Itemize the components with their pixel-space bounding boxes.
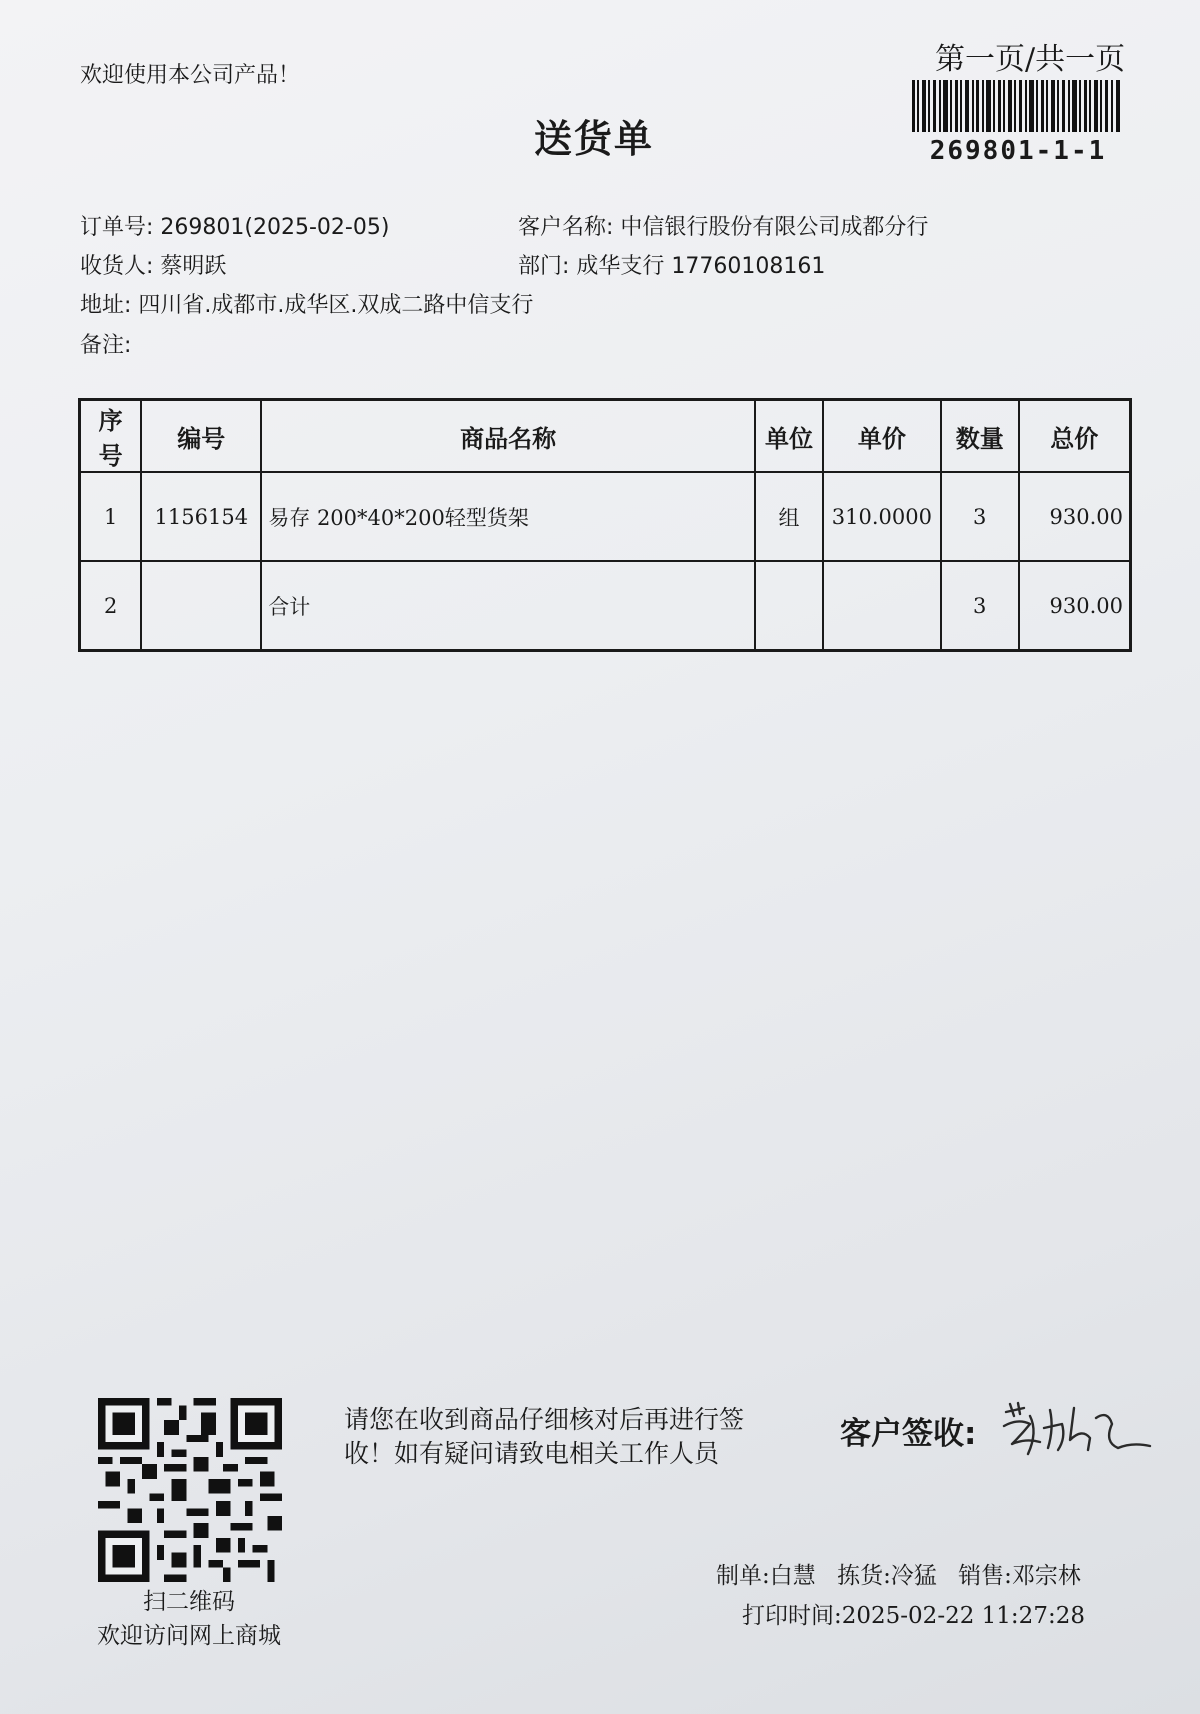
table-header-row <box>80 400 1131 473</box>
qr-caption <box>78 1585 300 1653</box>
qr-code <box>98 1398 282 1582</box>
header-quantity: 数量 <box>941 400 1019 473</box>
department-label: 部门: <box>518 254 570 279</box>
customer-sign-label: 客户签收: <box>840 1416 977 1452</box>
customer-name-value: 中信银行股份有限公司成都分行 <box>620 215 929 240</box>
notice-text: 请您在收到商品仔细核对后再进行签收！如有疑问请致电相关工作人员 <box>344 1405 745 1468</box>
cell-product-name: 易存 200*40*200轻型货架 <box>261 472 755 561</box>
address-label: 地址: <box>80 293 132 318</box>
order-number-value: 269801(2025-02-05) <box>160 215 390 240</box>
print-time: 打印时间:2025-02-22 11:27:28 <box>742 1603 1085 1629</box>
barcode-number: 269801-1-1 <box>929 136 1107 166</box>
cell-code: 1156154 <box>141 472 261 561</box>
cell-quantity: 3 <box>941 472 1019 561</box>
cell-seq: 1 <box>80 472 142 561</box>
cell-product-name: 合计 <box>261 561 755 651</box>
welcome-text: 欢迎使用本公司产品！ <box>80 63 301 88</box>
customer-row <box>518 210 928 241</box>
table-row <box>80 472 1131 561</box>
header-code: 编号 <box>141 400 261 473</box>
cell-total: 930.00 <box>1019 472 1131 561</box>
order-number-label: 订单号: <box>80 215 154 240</box>
page-indicator: 第一页/共一页 <box>935 42 1126 77</box>
cell-seq: 2 <box>80 561 142 651</box>
cell-total: 930.00 <box>1019 561 1131 651</box>
sales-text: 销售:邓宗林 <box>958 1563 1081 1589</box>
remark-label: 备注: <box>80 333 132 358</box>
address-row <box>80 288 533 319</box>
order-number-row <box>80 210 389 241</box>
receiver-label: 收货人: <box>80 254 154 279</box>
header-seq: 序号 <box>80 400 142 473</box>
maker-text: 制单:白慧 <box>716 1563 816 1589</box>
qr-caption-scan: 扫二维码 <box>143 1589 235 1615</box>
handwritten-signature <box>1000 1398 1160 1462</box>
cell-quantity: 3 <box>941 561 1019 651</box>
header-product-name: 商品名称 <box>261 400 755 473</box>
cell-unit <box>755 561 823 651</box>
cell-unit: 组 <box>755 472 823 561</box>
qr-caption-mall: 欢迎访问网上商城 <box>97 1623 281 1649</box>
address-value: 四川省.成都市.成华区.双成二路中信支行 <box>138 293 534 318</box>
remark-row <box>80 328 131 359</box>
header-unit-price: 单价 <box>823 400 941 473</box>
receiver-value: 蔡明跃 <box>160 254 227 279</box>
header-total: 总价 <box>1019 400 1131 473</box>
barcode <box>912 80 1122 132</box>
department-row <box>518 249 825 280</box>
table-row <box>80 561 1131 651</box>
staff-line <box>716 1557 1095 1590</box>
header-unit: 单位 <box>755 400 823 473</box>
customer-name-label: 客户名称: <box>518 215 614 240</box>
receiver-row <box>80 249 226 280</box>
cell-unit-price: 310.0000 <box>823 472 941 561</box>
cell-code <box>141 561 261 651</box>
document-title: 送货单 <box>534 117 655 161</box>
cell-unit-price <box>823 561 941 651</box>
goods-table <box>78 398 1132 652</box>
picker-text: 拣货:冷猛 <box>837 1563 937 1589</box>
department-value: 成华支行 17760108161 <box>576 254 826 279</box>
